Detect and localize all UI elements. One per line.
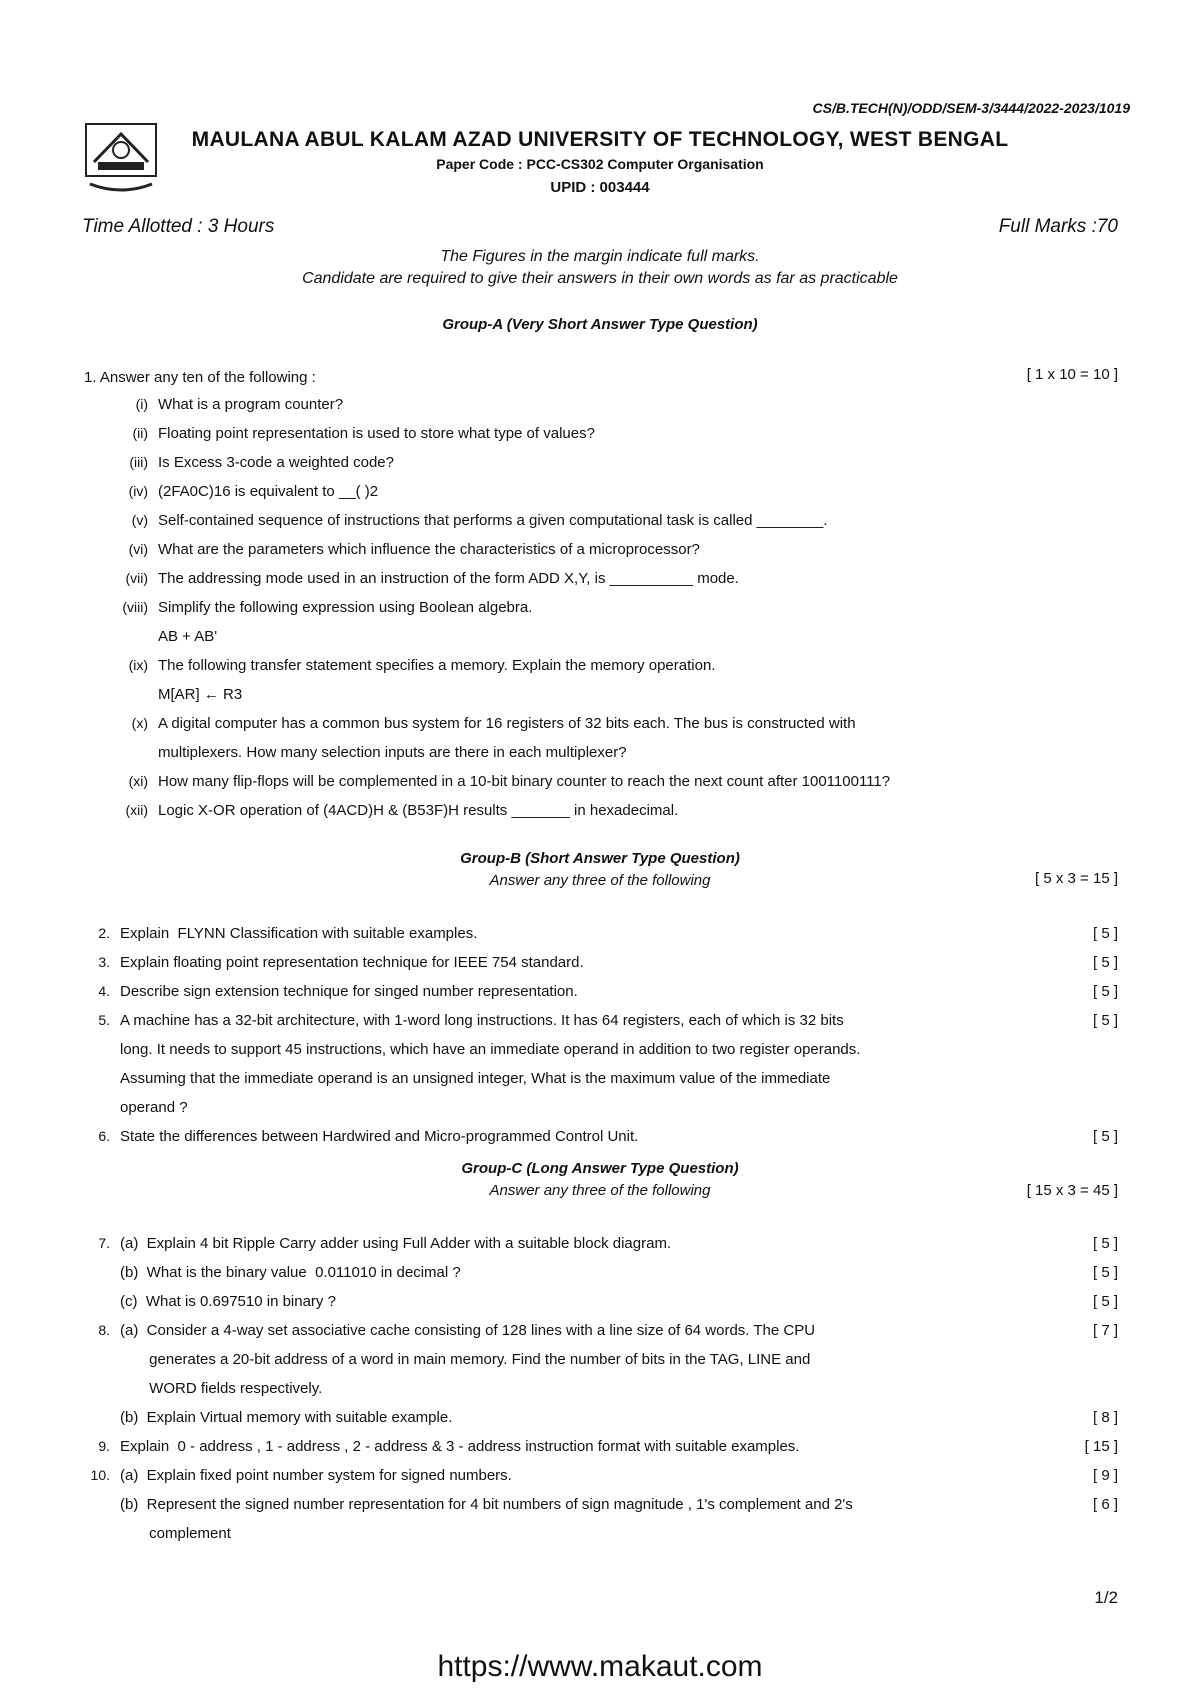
question-number	[108, 683, 148, 712]
group-c-title: Group-C (Long Answer Type Question)	[461, 1160, 739, 1177]
question-line	[80, 1406, 1118, 1435]
question-text: A digital computer has a common bus system for 16 registers of 32 bits each. The bus is constructed with	[158, 715, 856, 732]
question-number: 4.	[98, 983, 110, 999]
university-name: MAULANA ABUL KALAM AZAD UNIVERSITY OF TECHNOLOGY, WEST BENGAL	[191, 128, 1009, 151]
question-number: (vii)	[125, 570, 148, 586]
question-number: 7.	[98, 1235, 110, 1251]
question-line	[80, 1377, 1118, 1406]
group-a-questions	[108, 393, 1128, 828]
question-text: operand ?	[120, 1099, 188, 1116]
question-text: Assuming that the immediate operand is an unsigned integer, What is the maximum value of the immediate	[120, 1070, 831, 1087]
question-text: What are the parameters which influence the characteristics of a microprocessor?	[158, 541, 700, 558]
group-a-question-line	[108, 712, 1128, 741]
question-text: complement	[120, 1525, 231, 1542]
group-a-question-line	[108, 625, 1128, 654]
page-number: 1/2	[1094, 1588, 1118, 1607]
group-b-title: Group-B (Short Answer Type Question)	[460, 850, 740, 867]
question-line	[80, 1319, 1118, 1348]
question-text: (b) Represent the signed number representation for 4 bit numbers of sign magnitude , 1's complement and 2's	[120, 1496, 853, 1513]
question-text: Floating point representation is used to store what type of values?	[158, 425, 595, 442]
question-text: The following transfer statement specifies a memory. Explain the memory operation.	[158, 657, 716, 674]
question-text: A machine has a 32-bit architecture, with 1-word long instructions. It has 64 registers, each of which is 32 bits	[120, 1012, 844, 1029]
group-a-question-line	[108, 480, 1128, 509]
group-a-title: Group-A (Very Short Answer Type Question)	[442, 316, 758, 333]
group-b-questions	[80, 922, 1118, 1154]
question-number: (iii)	[129, 454, 148, 470]
group-a-question-line	[108, 567, 1128, 596]
question-number: (xii)	[125, 802, 148, 818]
question-number	[108, 741, 148, 770]
question-text: Describe sign extension technique for singed number representation.	[120, 983, 578, 1000]
question-number: (xi)	[128, 773, 148, 789]
question-line	[80, 1038, 1118, 1067]
instruction-figures: The Figures in the margin indicate full marks.	[440, 248, 760, 265]
q1-heading: 1. Answer any ten of the following :	[84, 369, 316, 386]
question-number: (iv)	[128, 483, 148, 499]
group-a-question-line	[108, 538, 1128, 567]
question-marks: [ 9 ]	[1092, 1467, 1118, 1484]
exam-code: CS/B.TECH(N)/ODD/SEM-3/3444/2022-2023/1019	[812, 100, 1130, 116]
question-marks: [ 5 ]	[1092, 1293, 1118, 1310]
question-number: 6.	[98, 1128, 110, 1144]
question-number: (i)	[135, 396, 148, 412]
question-text: (b) What is the binary value 0.011010 in decimal ?	[120, 1264, 461, 1281]
question-line	[80, 1009, 1118, 1038]
group-a-question-line	[108, 683, 1128, 712]
question-line	[80, 1261, 1118, 1290]
question-line	[80, 980, 1118, 1009]
group-a-question-line	[108, 393, 1128, 422]
question-line	[80, 1232, 1118, 1261]
question-line	[80, 1435, 1118, 1464]
question-marks: [ 8 ]	[1092, 1409, 1118, 1426]
question-text: generates a 20-bit address of a word in main memory. Find the number of bits in the TAG, LINE and	[120, 1351, 811, 1368]
group-a-question-line	[108, 422, 1128, 451]
question-text: Self-contained sequence of instructions that performs a given computational task is called ________.	[158, 512, 828, 529]
paper-code: Paper Code : PCC-CS302 Computer Organisation	[436, 156, 764, 172]
question-text: State the differences between Hardwired and Micro-programmed Control Unit.	[120, 1128, 639, 1145]
question-number: (ix)	[128, 657, 148, 673]
question-text: Explain FLYNN Classification with suitable examples.	[120, 925, 478, 942]
question-number: 8.	[98, 1322, 110, 1338]
question-line	[80, 1067, 1118, 1096]
group-b-marks: [ 5 x 3 = 15 ]	[1035, 870, 1118, 887]
question-marks: [ 5 ]	[1092, 925, 1118, 942]
group-c-marks: [ 15 x 3 = 45 ]	[1026, 1182, 1118, 1199]
group-b-subtitle: Answer any three of the following	[489, 872, 711, 889]
question-marks: [ 5 ]	[1092, 1128, 1118, 1145]
question-line	[80, 1522, 1118, 1551]
question-marks: [ 5 ]	[1092, 983, 1118, 1000]
question-text: Simplify the following expression using Boolean algebra.	[158, 599, 533, 616]
group-a-question-line	[108, 509, 1128, 538]
question-text: The addressing mode used in an instruction of the form ADD X,Y, is __________ mode.	[158, 570, 739, 587]
question-number: (viii)	[122, 599, 148, 615]
question-number: (x)	[131, 715, 148, 731]
question-number: (ii)	[132, 425, 148, 441]
question-text: Explain floating point representation technique for IEEE 754 standard.	[120, 954, 584, 971]
question-number: 5.	[98, 1012, 110, 1028]
question-line	[80, 1348, 1118, 1377]
question-text: (b) Explain Virtual memory with suitable example.	[120, 1409, 453, 1426]
question-text: (a) Explain 4 bit Ripple Carry adder using Full Adder with a suitable block diagram.	[120, 1235, 672, 1252]
question-number	[108, 625, 148, 654]
question-marks: [ 5 ]	[1092, 954, 1118, 971]
question-text: AB + AB'	[158, 628, 218, 645]
question-number: 2.	[98, 925, 110, 941]
question-text: How many flip-flops will be complemented in a 10-bit binary counter to reach the next count after 1001100111?	[158, 773, 891, 790]
time-allotted: Time Allotted : 3 Hours	[82, 216, 275, 237]
question-text: (c) What is 0.697510 in binary ?	[120, 1293, 336, 1310]
group-a-marks: [ 1 x 10 = 10 ]	[1026, 366, 1118, 383]
question-line	[80, 1125, 1118, 1154]
question-text: (a) Consider a 4-way set associative cache consisting of 128 lines with a line size of 64 words. The CPU	[120, 1322, 816, 1339]
group-a-question-line	[108, 741, 1128, 770]
question-line	[80, 951, 1118, 980]
question-text: WORD fields respectively.	[120, 1380, 323, 1397]
question-text: Explain 0 - address , 1 - address , 2 - address & 3 - address instruction format with suitable examples.	[120, 1438, 800, 1455]
upid: UPID : 003444	[550, 179, 650, 196]
question-marks: [ 5 ]	[1092, 1264, 1118, 1281]
question-marks: [ 5 ]	[1092, 1235, 1118, 1252]
question-marks: [ 6 ]	[1092, 1496, 1118, 1513]
question-number: 3.	[98, 954, 110, 970]
question-number: 9.	[98, 1438, 110, 1454]
group-c-questions	[80, 1232, 1118, 1551]
question-marks: [ 15 ]	[1084, 1438, 1118, 1455]
question-text: (2FA0C)16 is equivalent to __( )2	[158, 483, 379, 500]
question-text: M[AR] ← R3	[158, 686, 243, 703]
question-line	[80, 1493, 1118, 1522]
question-text: Is Excess 3-code a weighted code?	[158, 454, 394, 471]
question-line	[80, 1096, 1118, 1125]
question-number: 10.	[90, 1467, 110, 1483]
question-number: (vi)	[128, 541, 148, 557]
question-text: What is a program counter?	[158, 396, 344, 413]
group-a-question-line	[108, 799, 1128, 828]
question-text: long. It needs to support 45 instructions, which have an immediate operand in addition to two register operands.	[120, 1041, 861, 1058]
instruction-answers: Candidate are required to give their answers in their own words as far as practicable	[302, 270, 898, 287]
group-a-question-line	[108, 451, 1128, 480]
question-marks: [ 7 ]	[1092, 1322, 1118, 1339]
question-line	[80, 1290, 1118, 1319]
question-line	[80, 922, 1118, 951]
question-marks: [ 5 ]	[1092, 1012, 1118, 1029]
question-text: (a) Explain fixed point number system for signed numbers.	[120, 1467, 512, 1484]
full-marks: Full Marks :70	[998, 216, 1118, 237]
group-a-question-line	[108, 654, 1128, 683]
group-a-question-line	[108, 596, 1128, 625]
group-c-subtitle: Answer any three of the following	[489, 1182, 711, 1199]
question-number: (v)	[131, 512, 148, 528]
question-text: Logic X-OR operation of (4ACD)H & (B53F)H results _______ in hexadecimal.	[158, 802, 679, 819]
source-url[interactable]: https://www.makaut.com	[437, 1650, 763, 1683]
group-a-question-line	[108, 770, 1128, 799]
question-line	[80, 1464, 1118, 1493]
question-text: multiplexers. How many selection inputs are there in each multiplexer?	[158, 744, 627, 761]
